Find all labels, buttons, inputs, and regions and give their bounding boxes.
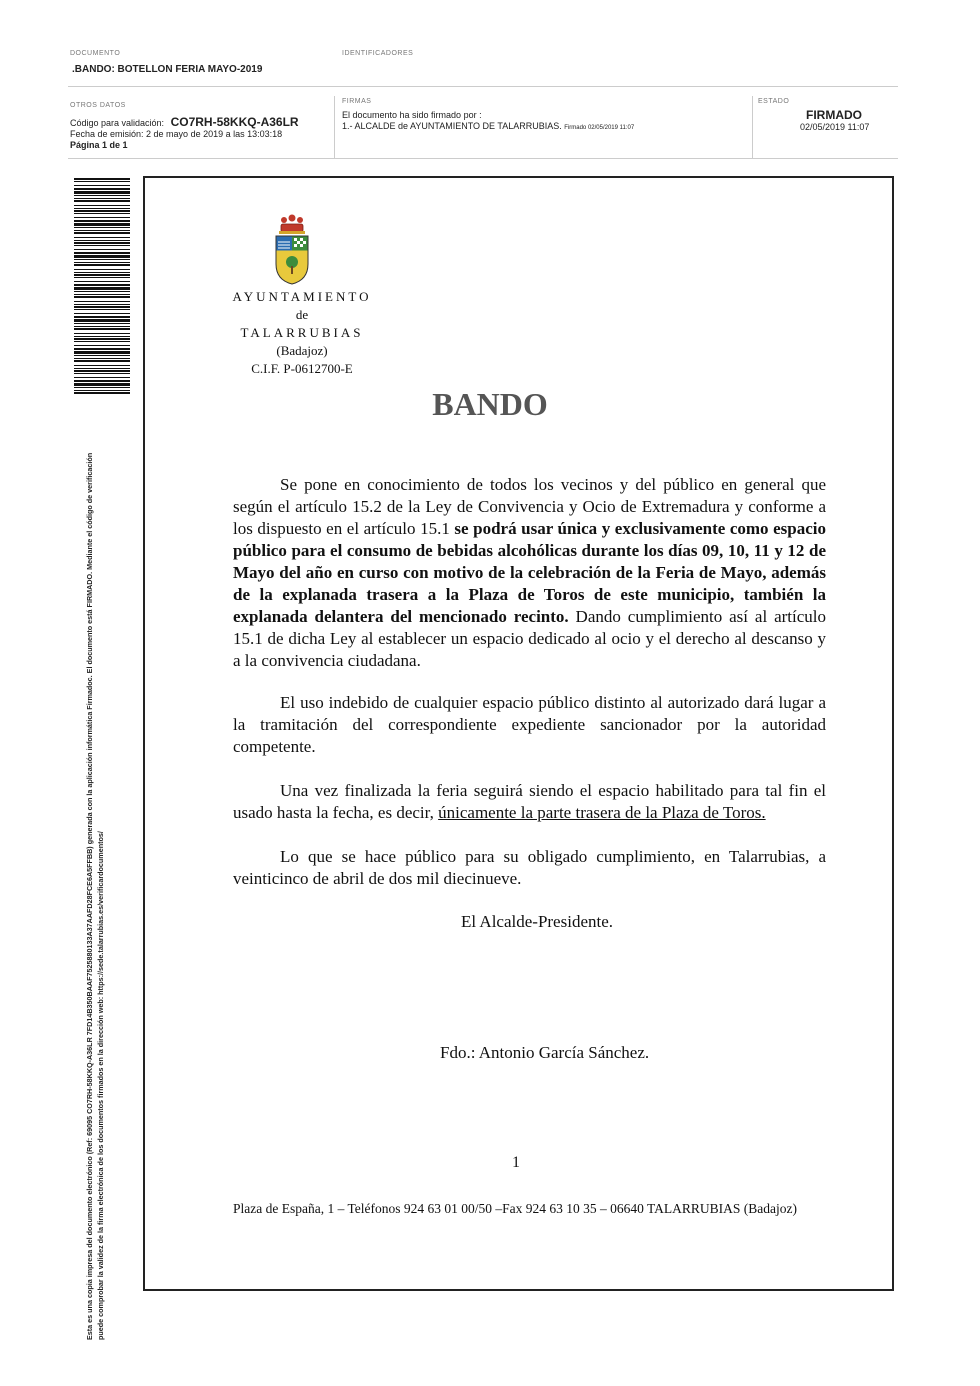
council-line4: (Badajoz) — [276, 343, 328, 358]
barcode-bar — [74, 306, 130, 308]
barcode-bar — [74, 360, 130, 362]
firmante-row — [342, 121, 634, 131]
barcode-bar — [74, 390, 130, 391]
barcode-bar — [74, 195, 130, 196]
barcode-bar — [74, 355, 130, 356]
barcode-bar — [74, 185, 130, 186]
header-bottom-line — [68, 158, 898, 159]
barcode-bar — [74, 178, 130, 180]
page-title: BANDO — [432, 386, 548, 422]
barcode-bar — [74, 232, 130, 234]
verification-note-line1: Esta es una copia impresa del documento electrónico (Ref: 69095 CO7RH-58KKQ-A36LR 7FD14B350BAAF7525880133A37AAFD28FCE6A5FFBB) generada con la aplicación informática Firmadoc. El documento está FIRMADO. Mediante el código de verificación — [85, 452, 94, 1340]
fecha-emision: Fecha de emisión: 2 de mayo de 2019 a las 13:03:18 — [70, 129, 283, 139]
barcode-bar — [74, 294, 130, 295]
barcode-bar — [74, 181, 130, 182]
barcode-bar — [74, 220, 130, 222]
header-divider — [68, 86, 898, 87]
paragraph-3 — [233, 780, 826, 824]
barcode-bar — [74, 240, 130, 241]
barcode-bar — [74, 198, 130, 199]
barcode — [74, 178, 130, 396]
paragraph-3-part1: Una vez finalizada la feria seguirá siendo el espacio habilitado para tal fin el usado hasta la fecha, es decir, — [233, 781, 826, 822]
barcode-bar — [74, 264, 130, 266]
council-line1: AYUNTAMIENTO — [232, 289, 372, 304]
barcode-bar — [74, 191, 130, 194]
barcode-bar — [74, 274, 130, 276]
otros-datos-label: OTROS DATOS — [70, 102, 126, 109]
barcode-bar — [74, 370, 130, 372]
documento-label: DOCUMENTO — [70, 50, 121, 57]
firmante-fecha: Firmado 02/05/2019 11:07 — [564, 125, 635, 131]
barcode-bar — [74, 245, 130, 246]
barcode-bar — [74, 328, 130, 330]
paragraph-2: El uso indebido de cualquier espacio público distinto al autorizado dará lugar a la tramitación del correspondiente expediente sancionador por la autoridad competente. — [233, 693, 826, 756]
barcode-bar — [74, 284, 130, 286]
header-divider-v1 — [334, 96, 335, 158]
estado-value: FIRMADO — [806, 108, 862, 122]
documento-value: .BANDO: BOTELLON FERIA MAYO-2019 — [72, 64, 263, 75]
barcode-bar — [74, 227, 130, 228]
barcode-bar — [74, 272, 130, 273]
barcode-bar — [74, 319, 130, 322]
codigo-label: Código para validación: — [70, 118, 165, 128]
barcode-bar — [74, 237, 130, 238]
barcode-bar — [74, 309, 130, 310]
barcode-bar — [74, 259, 130, 260]
coat-of-arms-icon — [270, 210, 314, 286]
barcode-bar — [74, 200, 130, 202]
signature-name: Fdo.: Antonio García Sánchez. — [440, 1043, 650, 1062]
barcode-bar — [74, 313, 130, 314]
verification-note-line2: puede comprobar la validez de la firma electrónica de los documentos firmados en la dirección web: https://sede.talarrubias.es/verificardocumentos/ — [96, 831, 105, 1340]
barcode-bar — [74, 252, 130, 254]
barcode-bar — [74, 213, 130, 214]
codigo-row — [70, 115, 299, 129]
paragraph-3-underlined: únicamente la parte trasera de la Plaza de Toros. — [438, 803, 766, 822]
header-divider-v2 — [752, 96, 753, 158]
paragraph-1-part2: Dando cumplimiento así al artículo 15.1 de dicha Ley al establecer un espacio dedicado al ocio y el derecho al descanso y a la convivencia ciudadana. — [233, 607, 826, 670]
barcode-bar — [74, 205, 130, 206]
barcode-bar — [74, 217, 130, 218]
council-cif: C.I.F. P-0612700-E — [251, 361, 353, 376]
barcode-bar — [74, 383, 130, 386]
barcode-bar — [74, 373, 130, 374]
barcode-bar — [74, 345, 130, 346]
firmante: 1.- ALCALDE de AYUNTAMIENTO DE TALARRUBIAS. — [342, 121, 562, 131]
barcode-bar — [74, 387, 130, 388]
barcode-bar — [74, 336, 130, 337]
barcode-bar — [74, 249, 130, 250]
firmado-por: El documento ha sido firmado por : — [342, 110, 482, 120]
barcode-bar — [74, 333, 130, 334]
barcode-bar — [74, 262, 130, 263]
council-block — [222, 288, 382, 378]
paragraph-4: Lo que se hace público para su obligado cumplimiento, en Talarrubias, a veinticinco de abril de dos mil diecinueve. — [233, 847, 826, 888]
barcode-bar — [74, 365, 130, 366]
barcode-bar — [74, 210, 130, 212]
barcode-bar — [74, 242, 130, 244]
verification-note — [84, 400, 118, 1340]
barcode-bar — [74, 230, 130, 231]
barcode-bar — [74, 223, 130, 226]
barcode-bar — [74, 301, 130, 302]
barcode-bar — [74, 208, 130, 209]
paragraph-1-bold: se podrá usar única y exclusivamente como espacio público para el consumo de bebidas alcohólicas durante los días 09, 10, 11 y 12 de Mayo del año en curso con motivo de la celebración de la Feria de Mayo, además de la explanada trasera a la Plaza de Toros de este municipio, también la explanada delantera del mencionado recinto. — [233, 519, 826, 626]
identificadores-label: IDENTIFICADORES — [342, 50, 414, 57]
estado-fecha: 02/05/2019 11:07 — [800, 122, 870, 132]
barcode-bar — [74, 377, 130, 378]
barcode-bar — [74, 358, 130, 359]
firmas-label: FIRMAS — [342, 98, 372, 105]
barcode-bar — [74, 341, 130, 342]
barcode-bar — [74, 380, 130, 382]
council-line3: TALARRUBIAS — [240, 325, 364, 340]
barcode-bar — [74, 296, 130, 298]
codigo-value: CO7RH-58KKQ-A36LR — [170, 115, 299, 129]
barcode-bar — [74, 316, 130, 318]
barcode-bar — [74, 323, 130, 324]
barcode-bar — [74, 255, 130, 258]
barcode-bar — [74, 287, 130, 290]
barcode-bar — [74, 281, 130, 282]
estado-label: ESTADO — [758, 98, 790, 105]
barcode-bar — [74, 291, 130, 292]
barcode-bar — [74, 351, 130, 354]
barcode-bar — [74, 368, 130, 369]
paragraph-1-part1: Se pone en conocimiento de todos los vecinos y del público en general que según el artículo 15.2 de la Ley de Convivencia y Ocio de Extremadura y conforme a los dispuesto en el artículo 15.1 — [233, 475, 826, 538]
pagina-info: Página 1 de 1 — [70, 140, 128, 150]
barcode-bar — [74, 338, 130, 340]
council-line2: de — [295, 307, 309, 322]
barcode-bar — [74, 304, 130, 305]
footer-address: Plaza de España, 1 – Teléfonos 924 63 01 00/50 –Fax 924 63 10 35 – 06640 TALARRUBIAS (Badajoz) — [233, 1201, 798, 1216]
barcode-bar — [74, 269, 130, 270]
barcode-bar — [74, 392, 130, 394]
signature-role: El Alcalde-Presidente. — [461, 912, 614, 931]
barcode-bar — [74, 277, 130, 278]
paragraph-1 — [233, 474, 826, 672]
barcode-bar — [74, 326, 130, 327]
barcode-bar — [74, 188, 130, 190]
page-number: 1 — [512, 1154, 520, 1171]
barcode-bar — [74, 348, 130, 350]
